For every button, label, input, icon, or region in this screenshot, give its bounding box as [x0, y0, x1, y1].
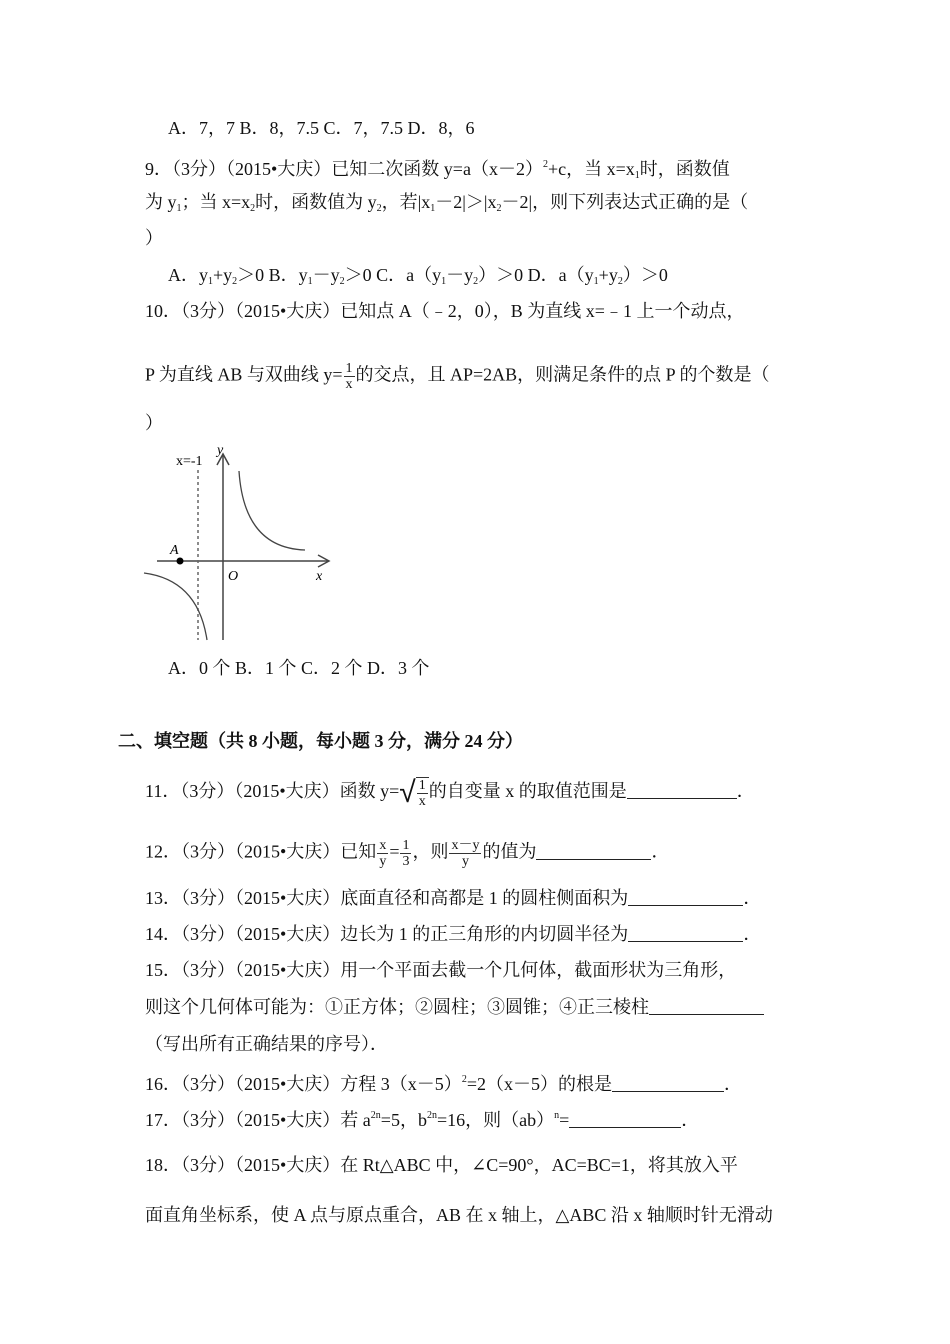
subscript: 2 — [232, 276, 238, 287]
q10-options — [168, 656, 430, 680]
answer-blank[interactable] — [628, 887, 743, 906]
text-run: 16．（3分）（2015•大庆）方程 3（x－5） — [145, 1074, 462, 1094]
answer-blank[interactable] — [536, 841, 651, 860]
text-run: 11．（3分）（2015•大庆）函数 y= — [145, 781, 400, 802]
text-run: 的交点，且 AP=2AB，则满足条件的点 P 的个数是（ — [355, 364, 770, 385]
hyperbola-upper-branch — [239, 471, 305, 550]
text-run: 12．（3分）（2015•大庆）已知 — [145, 841, 377, 862]
subscript: 2 — [376, 203, 382, 214]
text-run: －y — [312, 265, 340, 285]
text-run: A．7，7 B．8，7.5 C．7，7.5 D．8，6 — [168, 118, 475, 138]
q14 — [145, 922, 761, 946]
text-run: （写出所有正确结果的序号）． — [145, 1034, 388, 1054]
subscript: 1 — [430, 203, 436, 214]
point-a-label: A — [170, 543, 179, 558]
text-run: +y — [598, 265, 618, 285]
text-run: 15．（3分）（2015•大庆）用一个平面去截一个几何体，截面形状为三角形， — [145, 960, 737, 980]
text-run: +c，当 x=x — [547, 159, 635, 179]
text-run: 13．（3分）（2015•大庆）底面直径和高都是 1 的圆柱侧面积为 — [145, 888, 629, 908]
q13 — [145, 886, 761, 910]
fraction — [377, 838, 388, 869]
supscript: 2n — [370, 1110, 381, 1121]
text-run: ）＞0 — [622, 265, 668, 285]
numerator: x — [379, 838, 387, 853]
text-run: ，若|x — [381, 192, 431, 212]
q11 — [145, 777, 755, 809]
denominator: y — [461, 854, 469, 869]
subscript: 1 — [307, 276, 313, 287]
text-run: 面直角坐标系，使 A 点与原点重合，AB 在 x 轴上，△ABC 沿 x 轴顺时针无滑动 — [145, 1205, 773, 1225]
text-run: = — [389, 841, 400, 862]
subscript: 2 — [250, 203, 256, 214]
text-run: －y — [446, 265, 474, 285]
text-run: A．0 个 B．1 个 C．2 个 D．3 个 — [168, 658, 430, 678]
numerator: 1 — [418, 778, 426, 793]
point-a — [177, 558, 184, 565]
subscript: 1 — [593, 276, 599, 287]
q15-line3 — [145, 1032, 388, 1056]
text-run: －2|，则下列表达式正确的是（ — [501, 192, 749, 212]
text-run: 的值为 — [482, 841, 537, 862]
text-run: =2（x－5）的根是 — [466, 1074, 612, 1094]
subscript: 2 — [473, 276, 479, 287]
q10-line2 — [145, 361, 770, 392]
text-run: 10．（3分）（2015•大庆）已知点 A（﹣2，0），B 为直线 x=﹣1 上一个动点， — [145, 301, 745, 321]
hyperbola-figure — [140, 440, 340, 645]
subscript: 1 — [441, 276, 447, 287]
text-run: －2|＞|x — [435, 192, 497, 212]
q10-line3 — [145, 411, 163, 435]
text-run: ；当 x=x — [181, 192, 251, 212]
text-run: ． — [681, 1110, 700, 1130]
subscript: 2 — [496, 203, 502, 214]
q9-options — [168, 263, 668, 294]
text-run: A．y — [168, 265, 208, 285]
q10-line1 — [145, 299, 744, 323]
text-run: 9．（3分）（2015•大庆）已知二次函数 y=a（x－2） — [145, 159, 543, 179]
q18-line1 — [145, 1153, 738, 1177]
text-run: ） — [145, 413, 163, 433]
text-run: =16，则（ab） — [436, 1110, 555, 1130]
answer-blank[interactable] — [569, 1109, 681, 1128]
q9-line2 — [145, 190, 748, 221]
y-axis-label: y — [217, 443, 224, 458]
text-run: 18．（3分）（2015•大庆）在 Rt△ABC 中，∠C=90°，AC=BC=1，将其放入平 — [145, 1155, 738, 1175]
q9-line1 — [145, 153, 730, 188]
text-run: 的自变量 x 的取值范围是 — [428, 781, 627, 802]
text-run: 则这个几何体可能为：①正方体；②圆柱；③圆锥；④正三棱柱 — [145, 997, 649, 1017]
q15-line1 — [145, 958, 736, 982]
answer-blank[interactable] — [628, 923, 743, 942]
line-label: x=-1 — [176, 454, 203, 469]
square-root — [399, 777, 428, 809]
radical-icon: √ — [399, 775, 416, 810]
subscript: 1 — [634, 170, 640, 181]
text-run: ，则 — [412, 841, 449, 862]
q15-line2 — [145, 995, 764, 1019]
q16 — [145, 1068, 742, 1096]
text-run: ． — [736, 781, 755, 802]
numerator: 1 — [402, 838, 410, 853]
section-heading — [118, 729, 523, 753]
fraction — [344, 361, 355, 392]
radicand — [416, 777, 429, 809]
x-axis-label: x — [316, 569, 323, 584]
text-run: ． — [743, 888, 762, 908]
q8-options — [168, 116, 475, 140]
text-run: 14．（3分）（2015•大庆）边长为 1 的正三角形的内切圆半径为 — [145, 924, 629, 944]
origin-label: O — [228, 569, 239, 584]
denominator: x — [345, 377, 353, 392]
denominator: x — [418, 794, 426, 809]
numerator: x－y — [451, 838, 480, 853]
text-run: +y — [213, 265, 233, 285]
subscript: 2 — [339, 276, 345, 287]
answer-blank[interactable] — [612, 1073, 724, 1092]
supscript: 2 — [461, 1074, 467, 1085]
text-run: 时，函数值为 y — [255, 192, 377, 212]
text-run: 时，函数值 — [639, 159, 730, 179]
text-run: ＞0 B．y — [237, 265, 308, 285]
subscript: 1 — [176, 203, 182, 214]
supscript: 2 — [542, 159, 548, 170]
numerator: 1 — [345, 361, 353, 376]
text-run: 17．（3分）（2015•大庆）若 a — [145, 1110, 371, 1130]
text-run: ） — [145, 228, 163, 248]
fraction — [449, 838, 481, 869]
fraction — [400, 838, 411, 869]
supscript: n — [554, 1110, 560, 1121]
text-run: ）＞0 D．a（y — [478, 265, 594, 285]
fraction — [417, 778, 428, 809]
answer-blank[interactable] — [627, 780, 737, 799]
text-run: ． — [743, 924, 762, 944]
denominator: 3 — [402, 854, 410, 869]
q9-line3 — [145, 226, 163, 250]
denominator: y — [379, 854, 387, 869]
supscript: 2n — [426, 1110, 437, 1121]
q17 — [145, 1104, 699, 1132]
text-run: ． — [651, 841, 670, 862]
q18-line2 — [145, 1203, 773, 1227]
text-run: ． — [723, 1074, 742, 1094]
text-run: =5，b — [380, 1110, 427, 1130]
text-run: 二、填空题（共 8 小题，每小题 3 分，满分 24 分） — [118, 731, 523, 751]
hyperbola-lower-branch — [144, 573, 207, 640]
text-run: P 为直线 AB 与双曲线 y= — [145, 364, 343, 385]
q12 — [145, 838, 669, 869]
answer-blank[interactable] — [649, 996, 764, 1015]
text-run: = — [559, 1110, 570, 1130]
subscript: 2 — [617, 276, 623, 287]
text-run: 为 y — [145, 192, 177, 212]
text-run: ＞0 C．a（y — [344, 265, 442, 285]
subscript: 1 — [208, 276, 213, 287]
